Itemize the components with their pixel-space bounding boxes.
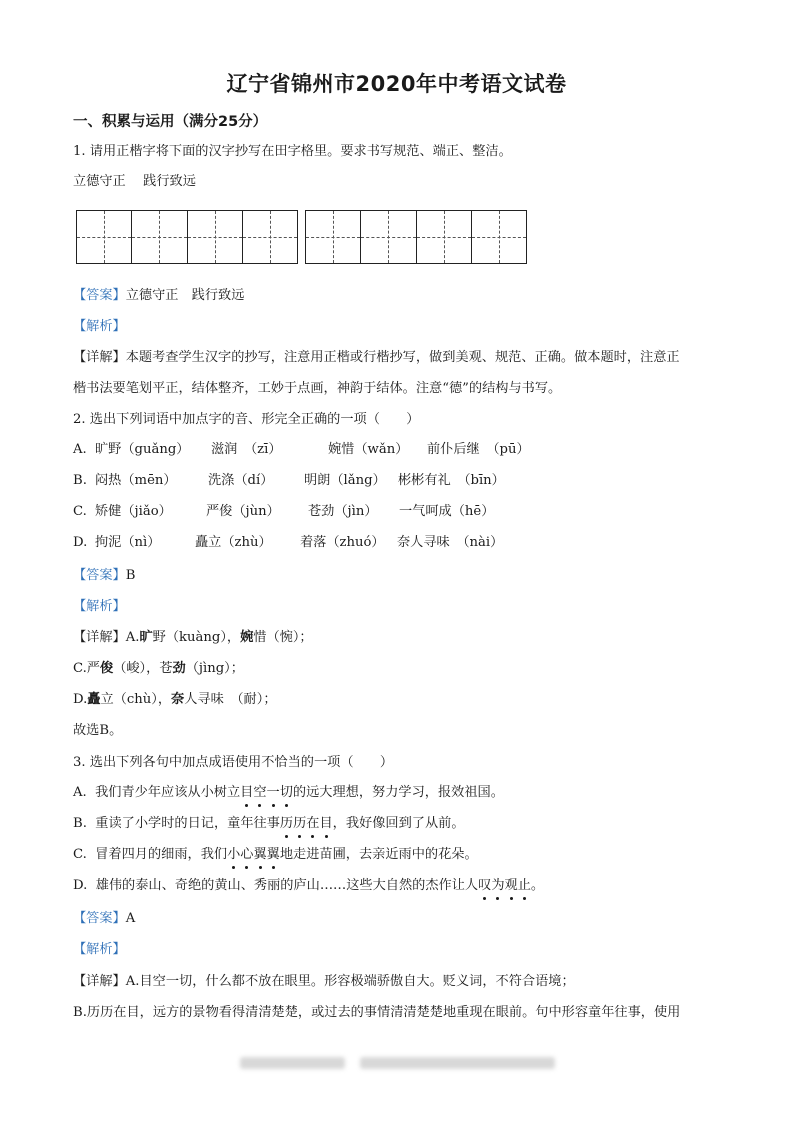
dotted-char: 叹	[478, 878, 492, 893]
detail-text: 惜（惋）；	[253, 630, 313, 645]
q3-option-d	[73, 877, 544, 895]
detail-text: D.	[73, 692, 88, 707]
option-label: D.	[73, 535, 88, 550]
detail-text: 野（kuàng），	[152, 630, 241, 645]
option-text: 的远大理想，努力学习，报效祖国。	[292, 785, 504, 800]
q2-conclusion: 故选B。	[73, 723, 123, 738]
dotted-char: 目	[319, 816, 333, 831]
dotted-idiom	[280, 816, 333, 831]
option-word: 前仆后继 （pū）	[427, 442, 530, 457]
grid-cell	[187, 211, 242, 263]
detail-text: 立（chù），	[100, 692, 172, 707]
option-word: 洗涤（dí）	[208, 473, 274, 488]
dotted-char: 止	[517, 878, 531, 893]
dotted-char: 翼	[253, 847, 267, 862]
option-word: 矫健（jiǎo）	[95, 504, 172, 519]
option-label: B.	[73, 816, 87, 831]
analysis-tag: 【解析】	[73, 599, 126, 614]
tianzige-grid-left	[76, 210, 298, 264]
dotted-char: 历	[279, 816, 294, 831]
option-label: A.	[73, 442, 87, 457]
q2-answer	[73, 567, 135, 585]
q3-detail-1	[73, 973, 575, 991]
detail-text: 本题考查学生汉字的抄写，注意用正楷或行楷抄写，做到美观、规范、正确。做本题时，注意正	[125, 350, 680, 365]
grid-cell	[242, 211, 297, 263]
option-label: B.	[73, 473, 87, 488]
dotted-char: 目	[240, 785, 254, 800]
option-word: 滋润 （zī）	[211, 442, 282, 457]
q3-option-a	[73, 784, 504, 802]
option-word: 矗立（zhù）	[195, 535, 272, 550]
answer-tag: 【答案】	[73, 288, 126, 303]
detail-text: 人寻味 （耐）；	[184, 692, 277, 707]
detail-text: （峻），苍	[113, 661, 173, 676]
option-label: D.	[73, 878, 88, 893]
option-word: 彬彬有礼 （bīn）	[398, 473, 505, 488]
option-label: A.	[73, 785, 87, 800]
dotted-char: 空	[253, 785, 267, 800]
dotted-char: 在	[306, 816, 320, 831]
option-text: 。	[530, 878, 545, 893]
q3-analysis	[73, 941, 126, 959]
dotted-idiom	[227, 847, 280, 862]
detail-text: A.	[125, 630, 140, 645]
question-2-prompt: 2. 选出下列词语中加点字的音、形完全正确的一项（ ）	[73, 412, 420, 427]
detail-tag: 【详解】	[73, 630, 126, 645]
section-heading: 一、积累与运用（满分25分）	[73, 114, 268, 130]
q3-option-b	[73, 815, 465, 833]
q3-option-c	[73, 846, 478, 864]
dotted-char: 观	[504, 878, 518, 893]
detail-tag: 【详解】	[73, 350, 126, 365]
answer-tag: 【答案】	[73, 911, 126, 926]
q2-detail-2	[73, 660, 244, 678]
analysis-tag: 【解析】	[73, 942, 126, 957]
q1-detail-1	[73, 349, 680, 367]
option-word: 苍劲（jìn）	[308, 504, 378, 519]
option-word: 奈人寻味 （nài）	[397, 535, 504, 550]
answer-text: A	[125, 911, 136, 926]
analysis-tag: 【解析】	[73, 319, 126, 334]
dotted-idiom	[478, 878, 531, 893]
option-label: C.	[73, 504, 87, 519]
option-label: C.	[73, 847, 87, 862]
option-word: 严俊（jùn）	[206, 504, 280, 519]
option-text: 雄伟的泰山、奇绝的黄山、秀丽的庐山……这些大自然的杰作让人	[95, 878, 479, 893]
dotted-char: 为	[491, 878, 505, 893]
dotted-idiom	[240, 785, 293, 800]
tianzige-grid-right	[305, 210, 527, 264]
option-text: 重读了小学时的日记，童年往事	[95, 816, 280, 831]
detail-text: （jìng）；	[185, 661, 244, 676]
detail-text: 俊	[100, 661, 114, 676]
grid-cell	[471, 211, 526, 263]
detail-text: 旷	[139, 630, 153, 645]
option-word: 闷热（mēn）	[95, 473, 177, 488]
grid-cell	[77, 211, 131, 263]
option-word: 一气呵成（hē）	[399, 504, 495, 519]
grid-cell	[360, 211, 415, 263]
detail-tag: 【详解】	[73, 974, 126, 989]
q2-detail-1	[73, 629, 313, 647]
option-text: 我们青少年应该从小树立	[95, 785, 241, 800]
option-text: ，我好像回到了从前。	[332, 816, 465, 831]
detail-text: 矗	[87, 692, 101, 707]
footer-watermark	[240, 1057, 345, 1069]
grid-cell	[416, 211, 471, 263]
dotted-char: 翼	[266, 847, 280, 862]
page-title: 辽宁省锦州市2020年中考语文试卷	[226, 72, 567, 96]
detail-text: 劲	[172, 661, 186, 676]
detail-text: 婉	[240, 630, 254, 645]
dotted-char: 心	[240, 847, 254, 862]
grid-cell	[131, 211, 186, 263]
q1-answer	[73, 287, 244, 305]
detail-text: A.目空一切，什么都不放在眼里。形容极端骄傲自大。贬义词，不符合语境；	[125, 974, 575, 989]
option-word: 着落（zhuó）	[300, 535, 385, 550]
option-word: 拘泥（nì）	[95, 535, 161, 550]
q3-answer	[73, 910, 135, 928]
answer-text: B	[125, 568, 136, 583]
q1-detail-2: 楷书法要笔划平正，结体整齐，工妙于点画，神韵于结体。注意“德”的结构与书写。	[73, 381, 562, 396]
dotted-char: 切	[279, 785, 293, 800]
answer-text: 立德守正 践行致远	[125, 288, 245, 303]
detail-text: C.严	[73, 661, 100, 676]
option-word: 旷野（guǎng）	[95, 442, 190, 457]
q2-detail-3	[73, 691, 277, 709]
q3-detail-2: B.历历在目，远方的景物看得清清楚楚，或过去的事情清清楚楚地重现在眼前。句中形容童年往事，使用	[73, 1005, 681, 1020]
dotted-char: 小	[227, 847, 241, 862]
option-text: 冒着四月的细雨，我们	[95, 847, 228, 862]
option-word: 婉惜（wǎn）	[328, 442, 409, 457]
question-1-prompt: 1. 请用正楷字将下面的汉字抄写在田字格里。要求书写规范、端正、整洁。	[73, 144, 512, 159]
q1-analysis	[73, 318, 126, 336]
option-word: 明朗（lǎng）	[304, 473, 386, 488]
footer-watermark	[360, 1057, 555, 1069]
question-3-prompt: 3. 选出下列各句中加点成语使用不恰当的一项（ ）	[73, 755, 394, 770]
option-text: 地走进苗圃，去亲近雨中的花朵。	[279, 847, 478, 862]
detail-text: 奈	[171, 692, 185, 707]
question-1-phrase: 立德守正 践行致远	[73, 174, 196, 189]
dotted-char: 历	[293, 816, 307, 831]
dotted-char: 一	[266, 785, 280, 800]
grid-cell	[306, 211, 360, 263]
q2-analysis	[73, 598, 126, 616]
answer-tag: 【答案】	[73, 568, 126, 583]
